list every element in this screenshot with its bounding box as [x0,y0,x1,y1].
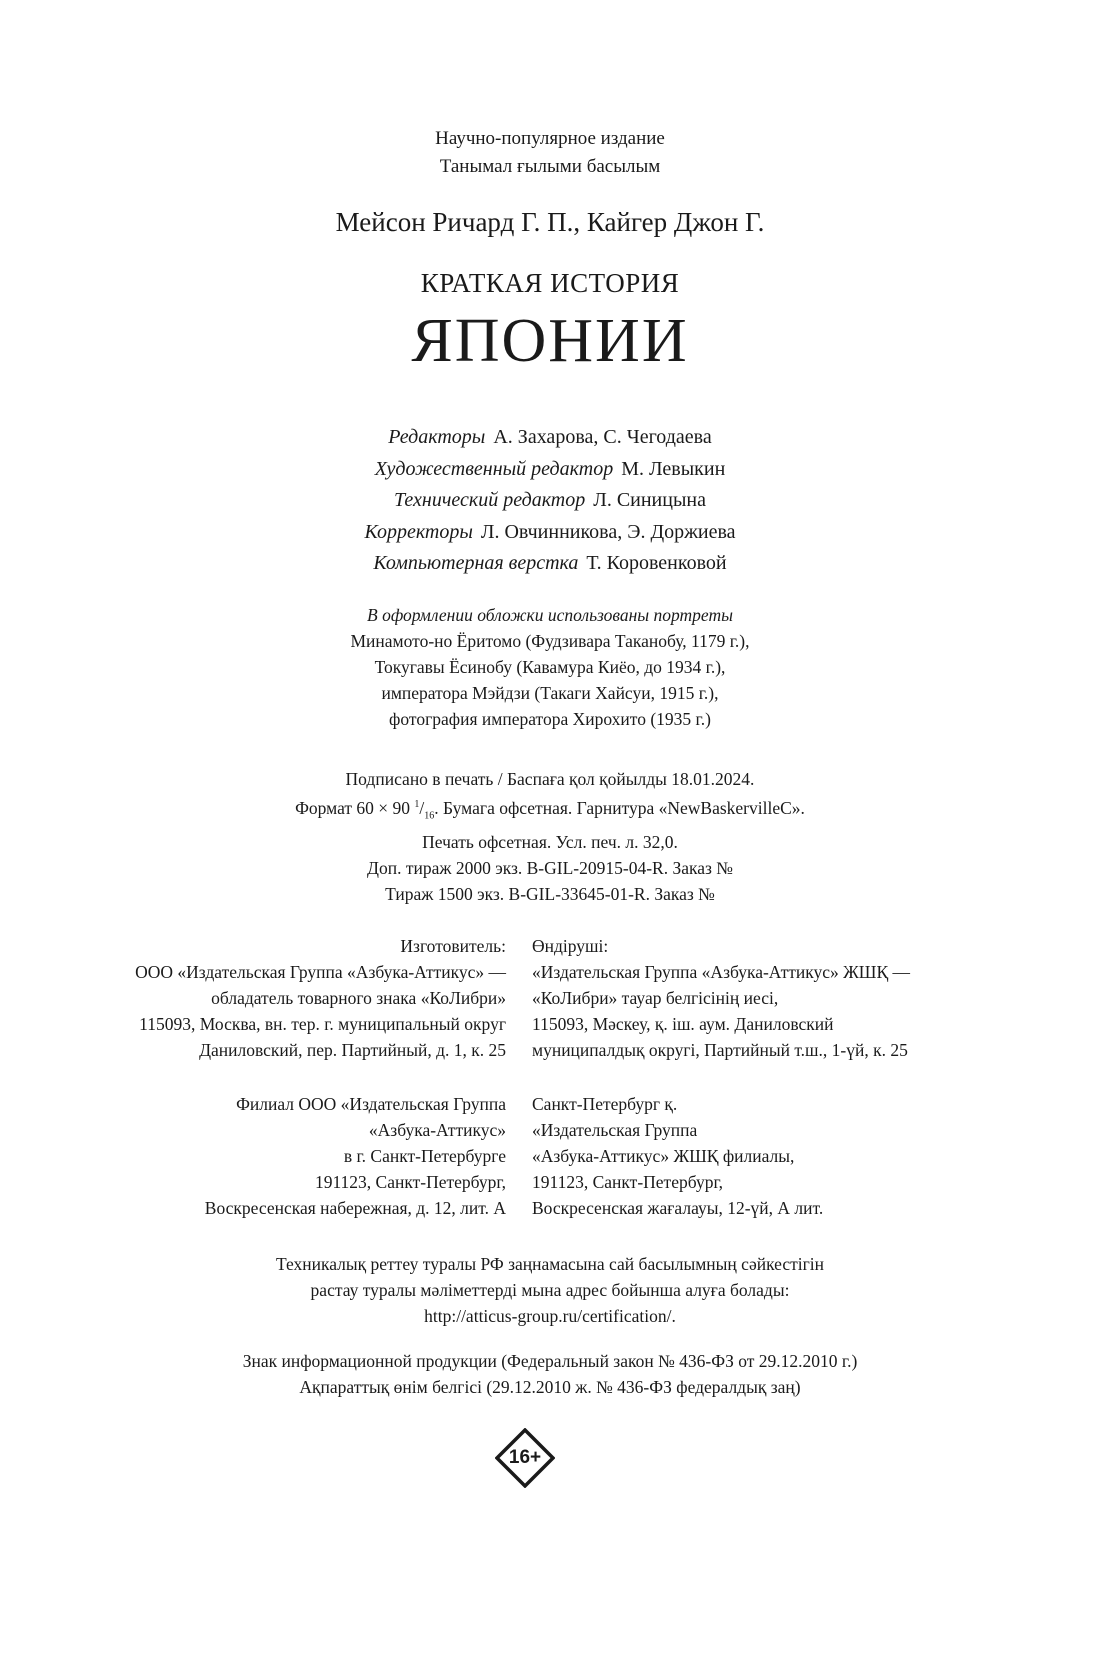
credit-role: Корректоры [364,520,473,543]
age-rating-label: 16+ [508,1447,542,1468]
genre-ru: Научно-популярное издание [435,128,665,149]
manufacturer-kz-line: «Издательская Группа «Азбука-Аттикус» ЖШҚ — [532,962,911,982]
manufacturer-ru-line: 115093, Москва, вн. тер. г. муниципальный округ [139,1014,506,1034]
branch-kz [532,1091,823,1221]
manufacturer-kz-line: 115093, Мәскеу, қ. іш. аум. Даниловский [532,1014,834,1034]
credit-line [0,548,1100,580]
printing-line: Печать офсетная. Усл. печ. л. 32,0. [422,832,678,853]
cover-line: фотография императора Хирохито (1935 г.) [389,709,711,729]
manufacturer-kz [532,933,910,1063]
title-big: ЯПОНИИ [411,307,689,375]
cover-lead: В оформлении обложки использованы портреты [367,605,733,625]
branch-ru-line: в г. Санкт-Петербурге [343,1146,506,1166]
certification-link[interactable]: http://atticus-group.ru/certification/. [424,1306,676,1326]
cover-line: императора Мэйдзи (Такаги Хайсуи, 1915 г.), [381,683,719,703]
authors: Мейсон Ричард Г. П., Кайгер Джон Г. [335,207,765,237]
tech-line: Техникалық реттеу туралы РФ заңнамасына сай басылымның сәйкестігін [275,1254,825,1274]
format-prefix: Формат 60 × 90 [295,797,415,818]
law-line-ru: Знак информационной продукции (Федеральный закон № 436-ФЗ от 29.12.2010 г.) [242,1351,858,1371]
format-den: 16 [424,810,435,822]
signed-date: Подписано в печать / Баспаға қол қойылды 18.01.2024. [345,769,755,789]
print-info [0,766,1100,907]
manufacturer-ru-line: Даниловский, пер. Партийный, д. 1, к. 25 [199,1040,506,1060]
credit-names: А. Захарова, С. Чегодаева [493,426,712,448]
branch-ru-line: 191123, Санкт-Петербург, [314,1172,506,1192]
cover-credits [0,602,1100,732]
certification-note [0,1251,1100,1329]
credit-line [0,422,1100,454]
branch-kz-line: «Азбука-Аттикус» ЖШҚ филиалы, [532,1146,795,1166]
format-slash: / [419,797,425,818]
branch-kz-line: 191123, Санкт-Петербург, [532,1172,724,1192]
manufacturer-kz-line: Өндіруші: [532,936,609,956]
credit-line [0,485,1100,517]
genre-block [0,125,1100,181]
branch-kz-line: «Издательская Группа [532,1120,698,1140]
manufacturer-ru-line: ООО «Издательская Группа «Азбука-Аттикус» — [135,962,506,982]
info-product-mark [0,1348,1100,1400]
age-rating-badge [495,1428,555,1488]
format-num: 1 [414,799,420,810]
manufacturer-ru-line: обладатель товарного знака «КоЛибри» [211,988,506,1008]
credit-line [0,454,1100,486]
credit-names: Л. Синицына [593,489,706,511]
title-small: КРАТКАЯ ИСТОРИЯ [420,268,680,298]
credits-block [0,422,1100,580]
tech-line: растау туралы мәліметтерді мына адрес бойынша алуға болады: [310,1280,790,1300]
credit-role: Технический редактор [394,489,586,511]
manufacturer-ru-line: Изготовитель: [400,936,506,956]
branch-ru-line: Воскресенская набережная, д. 12, лит. А [204,1198,506,1218]
credit-role: Компьютерная верстка [373,552,579,574]
format-suffix: . Бумага офсетная. Гарнитура «NewBaskervilleC». [434,797,805,818]
genre-kz: Танымал ғылыми басылым [439,156,661,177]
branch-ru-line: Филиал ООО «Издательская Группа [236,1094,506,1114]
format-line [0,792,1100,829]
print-run: Тираж 1500 экз. B-GIL-33645-01-R. Заказ № [385,884,715,905]
credit-names: М. Левыкин [621,457,726,480]
branch-kz-line: Воскресенская жағалауы, 12-үй, А лит. [532,1198,824,1218]
cover-line: Токугавы Ёсинобу (Кавамура Киёо, до 1934 г.), [374,657,726,677]
cover-line: Минамото-но Ёритомо (Фудзивара Таканобу, 1179 г.), [350,631,750,651]
law-line-kz: Ақпараттық өнім белгісі (29.12.2010 ж. № 436-ФЗ федералдық заң) [299,1377,801,1397]
credit-role: Редакторы [388,426,486,448]
credit-role: Художественный редактор [374,457,614,480]
branch-ru-line: «Азбука-Аттикус» [368,1120,506,1140]
credit-names: Л. Овчинникова, Э. Доржиева [480,520,736,543]
credit-line [0,517,1100,549]
extra-run: Доп. тираж 2000 экз. B-GIL-20915-04-R. Заказ № [367,858,733,879]
manufacturer-kz-line: муниципалдық округі, Партийный т.ш., 1-үй, к. 25 [532,1040,908,1060]
branch-kz-line: Санкт-Петербург қ. [532,1094,678,1114]
manufacturer-ru [135,933,506,1063]
branch-ru [205,1091,506,1221]
manufacturer-kz-line: «КоЛибри» тауар белгісінің иесі, [532,988,779,1008]
credit-names: Т. Коровенковой [586,552,727,574]
